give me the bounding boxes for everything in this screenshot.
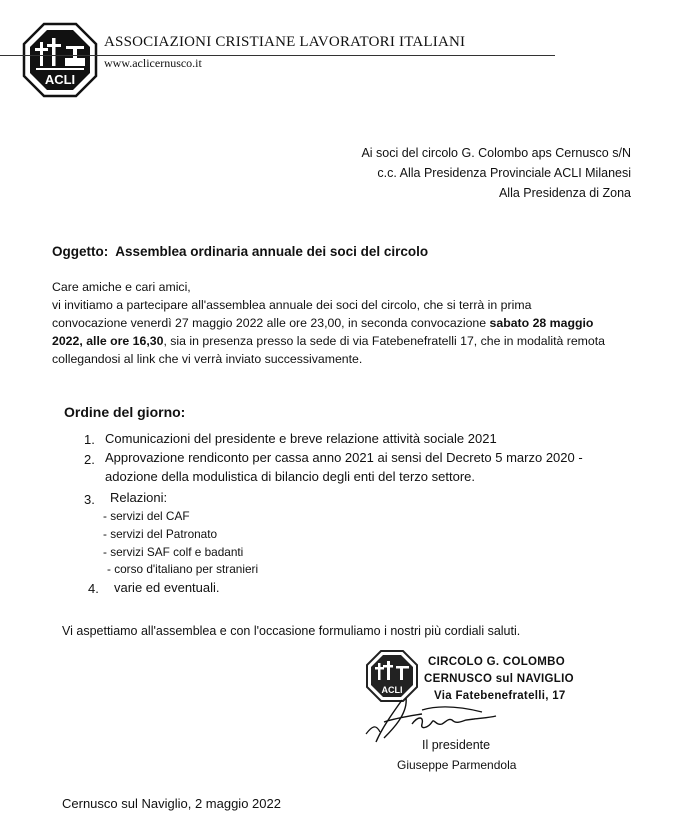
body-line (52, 316, 593, 330)
agenda-number: 1. (84, 432, 95, 447)
body-text: convocazione venerdì 27 maggio 2022 alle ore 23,00, in seconda convocazione (52, 316, 490, 330)
body-line: collegandosi al link che vi verrà inviato successivamente. (52, 352, 363, 366)
body-line (52, 334, 605, 348)
agenda-item: Approvazione rendiconto per cassa anno 2021 ai sensi del Decreto 5 marzo 2020 - (105, 450, 583, 465)
place-and-date: Cernusco sul Naviglio, 2 maggio 2022 (62, 796, 281, 811)
body-line: vi invitiamo a partecipare all'assemblea annuale dei soci del circolo, che si terrà in prima (52, 298, 532, 312)
stamp-line: CIRCOLO G. COLOMBO (428, 656, 566, 668)
website-link[interactable]: www.aclicernusco.it (104, 56, 202, 70)
acli-logo (22, 22, 98, 98)
agenda-subitem: - servizi del CAF (103, 509, 190, 523)
greeting: Care amiche e cari amici, (52, 280, 191, 294)
recipient-line: Ai soci del circolo G. Colombo aps Cernusco s/N (361, 146, 631, 160)
stamp-line: Via Fatebenefratelli, 17 (434, 690, 566, 702)
agenda-title: Ordine del giorno: (64, 404, 186, 420)
agenda-item-continuation: adozione della modulistica di bilancio degli enti del terzo settore. (105, 469, 475, 484)
body-bold: 2022, alle ore 16,30 (52, 334, 164, 348)
agenda-number: 3. (84, 492, 95, 507)
header-rule (0, 55, 555, 56)
subject-label: Oggetto: (52, 244, 109, 259)
agenda-item: Comunicazioni del presidente e breve relazione attività sociale 2021 (105, 431, 497, 446)
recipient-line: c.c. Alla Presidenza Provinciale ACLI Milanesi (377, 166, 631, 180)
agenda-number: 2. (84, 452, 95, 467)
agenda-subitem: - servizi SAF colf e badanti (103, 545, 244, 559)
organization-name: ASSOCIAZIONI CRISTIANE LAVORATORI ITALIANI (104, 34, 466, 50)
signer-name: Giuseppe Parmendola (397, 758, 517, 772)
signer-role: Il presidente (422, 738, 491, 752)
recipient-line: Alla Presidenza di Zona (498, 186, 631, 200)
logo-text: ACLI (44, 72, 76, 87)
body-text: , sia in presenza presso la sede di via Fatebenefratelli 17, che in modalità remota (163, 334, 606, 348)
body-bold: sabato 28 maggio (489, 316, 594, 330)
agenda-subitem: - corso d'italiano per stranieri (107, 562, 259, 576)
subject-text: Assemblea ordinaria annuale dei soci del circolo (115, 244, 429, 259)
stamp-line: CERNUSCO sul NAVIGLIO (424, 673, 574, 685)
stamp-logo-text: ACLI (381, 685, 403, 695)
agenda-number: 4. (88, 581, 99, 596)
subject-line (52, 244, 428, 259)
agenda-subitem: - servizi del Patronato (103, 527, 218, 541)
closing-sentence: Vi aspettiamo all'assemblea e con l'occasione formuliamo i nostri più cordiali saluti. (62, 624, 521, 638)
agenda-item: Relazioni: (110, 490, 168, 505)
agenda-item: varie ed eventuali. (114, 580, 220, 595)
